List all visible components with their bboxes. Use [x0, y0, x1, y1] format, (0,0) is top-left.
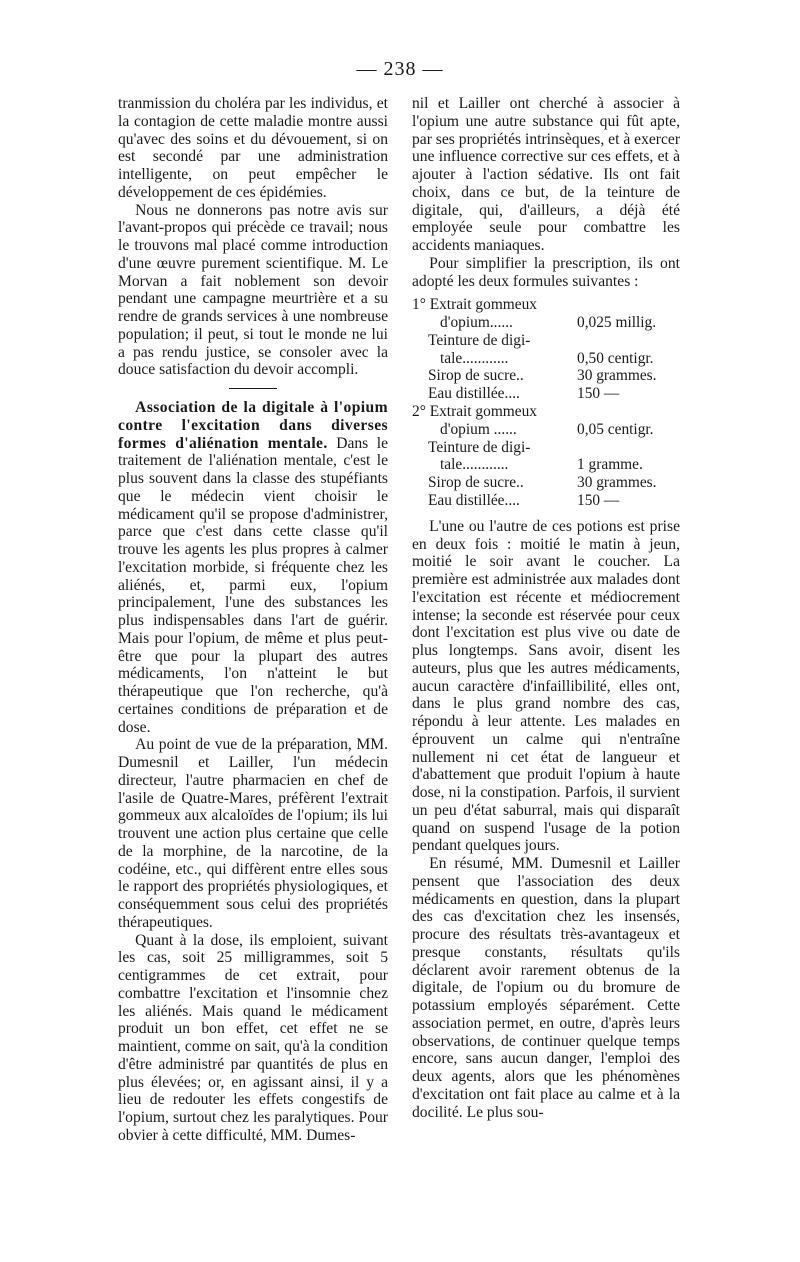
paragraph-text: Dans le traitement de l'aliénation mentale, c'est le plus souvent dans la classe des stupéfiants que le médecin vient choisir le médicament qu'il se propose d'administrer, parce que c'est dans cette classe qu'il trouve les agents les plus propres à calmer l'excitation morbide, si fréquente chez les aliénés, et, parmi eux, l'opium principalement, l'une des substances les plus indispensables dans l'art de guérir. Mais pour l'opium, de même et plus peut-être que pour la plupart des autres médicaments, l'on n'atteint le but thérapeutique que l'on recherche, qu'à certaines conditions de préparation et de dose.: [118, 434, 389, 736]
formula-ingredient: Teinture de digi-: [428, 331, 531, 349]
formula-ingredient: d'opium......: [440, 314, 513, 332]
formula-quantity: 0,025 millig.: [577, 314, 657, 332]
section-paragraph: [118, 399, 388, 736]
formula-row: [412, 439, 680, 457]
prescription-formulas: [412, 296, 680, 510]
formula-quantity: 1 gramme.: [577, 456, 643, 474]
right-column: [412, 95, 680, 1121]
formula-row: [412, 474, 680, 492]
formula-ingredient: Eau distillée....: [428, 385, 520, 403]
formula-row: [412, 350, 680, 368]
paragraph: Pour simplifier la prescription, ils ont adopté les deux formules suivantes :: [412, 254, 680, 290]
formula-row: [412, 367, 680, 385]
formula-ingredient: tale............: [440, 349, 509, 367]
paragraph: Au point de vue de la préparation, MM. Dumesnil et Lailler, l'un médecin directeur, l'autre pharmacien en chef de l'asile de Quatre-Mares, préfèrent l'extrait gommeux aux alcaloïdes de l'opium; ils lui trouvent une action plus certaine que celle de la morphine, de la narcotine, de la codéine, etc., qui diffèrent entre elles sous le rapport des propriétés physiologiques, et conséquemment sous celui des propriétés thérapeutiques.: [118, 736, 388, 931]
formula-row: [412, 385, 680, 403]
formula-quantity: 0,50 centigr.: [577, 349, 654, 367]
section-heading: Association de la digitale à l'opium contre l'excitation dans diverses formes d'aliénation mentale.: [118, 399, 388, 452]
formula-row: [412, 296, 680, 314]
paragraph: Nous ne donnerons pas notre avis sur l'avant-propos qui précède ce travail; nous le trouvons mal placé comme introduction d'une œuvre purement scientifique. M. Le Morvan a fait noblement son devoir pendant une campagne meurtrière et a su rendre de grands services à une nombreuse population; il peut, si tout le monde ne lui a pas rendu justice, se consoler avec la douce satisfaction du devoir accompli.: [118, 201, 388, 379]
paragraph: En résumé, MM. Dumesnil et Lailler pensent que l'association des deux médicaments en question, dans la plupart des cas d'excitation chez les insensés, procure des résultats très-avantageux et presque constants, résultats qu'ils déclarent avoir rarement obtenus de la digitale, de l'opium ou du bromure de potassium employés séparément. Cette association permet, en outre, d'après leurs observations, de continuer quelque temps encore, sans aucun danger, l'emploi des deux agents, alors que les phénomènes d'excitation ont fait place au calme et à la docilité. Le plus sou-: [412, 855, 680, 1121]
paragraph: tranmission du choléra par les individus, et la contagion de cette maladie montre aussi qu'avec des soins et du dévouement, si on est secondé par une administration intelligente, on peut empêcher le développement de ces épidémies.: [118, 95, 388, 201]
formula-ingredient: tale............: [440, 456, 509, 474]
paragraph: L'une ou l'autre de ces potions est prise en deux fois : moitié le matin à jeun, moitié le soir avant le coucher. La première est administrée aux malades dont l'excitation est récente et médiocrement intense; la seconde est réservée pour ceux dont l'excitation est plus vive ou date de plus longtemps. Sans avoir, disent les auteurs, plus que les autres médicaments, aucun caractère d'infaillibilité, elles ont, dans le plus grand nombre des cas, répondu à leur attente. Les malades en éprouvent un calme qui n'entraîne nullement ni cet état de langueur et d'abattement que produit l'opium à haute dose, ni la constipation. Parfois, il survient un peu d'état saburral, mais qui disparaît quand on suspend l'usage de la potion pendant quelques jours.: [412, 517, 680, 855]
formula-row: [412, 456, 680, 474]
page-number: — 238 —: [356, 58, 444, 80]
formula-row: [412, 421, 680, 439]
formula-quantity: 0,05 centigr.: [577, 420, 654, 438]
formula-ingredient: 2° Extrait gommeux: [412, 403, 537, 421]
formula-ingredient: d'opium ......: [440, 420, 517, 438]
formula-quantity: 150 —: [577, 492, 620, 510]
paragraph: Quant à la dose, ils emploient, suivant les cas, soit 25 milligrammes, soit 5 centigrammes de cet extrait, pour combattre l'excitation et l'insomnie chez les aliénés. Mais quand le médicament produit un bon effet, cet effet ne se maintient, comme on sait, qu'à la condition d'être administré par quantités de plus en plus élevées; or, en agissant ainsi, il y a lieu de redouter les effets congestifs de l'opium, surtout chez les paralytiques. Pour obvier à cette difficulté, MM. Dumes-: [118, 931, 388, 1144]
formula-ingredient: Sirop de sucre..: [428, 367, 524, 385]
formula-quantity: 30 grammes.: [577, 367, 657, 385]
formula-row: [412, 403, 680, 421]
formula-quantity: 30 grammes.: [577, 474, 657, 492]
formula-ingredient: Eau distillée....: [428, 492, 520, 510]
formula-row: [412, 332, 680, 350]
left-column: [118, 95, 388, 1145]
formula-ingredient: Sirop de sucre..: [428, 474, 524, 492]
formula-row: [412, 314, 680, 332]
formula-quantity: 150 —: [577, 385, 620, 403]
section-divider: [229, 388, 277, 389]
formula-ingredient: 1° Extrait gommeux: [412, 296, 537, 314]
formula-ingredient: Teinture de digi-: [428, 438, 531, 456]
formula-row: [412, 492, 680, 510]
paragraph: nil et Lailler ont cherché à associer à l'opium une autre substance qui fût apte, par ses propriétés intrinsèques, et à exercer une influence corrective sur ces effets, et à ajouter à l'action sédative. Ils ont fait choix, dans ce but, de la teinture de digitale, qui, d'ailleurs, a déjà été employée seule pour combattre les accidents maniaques.: [412, 95, 681, 254]
